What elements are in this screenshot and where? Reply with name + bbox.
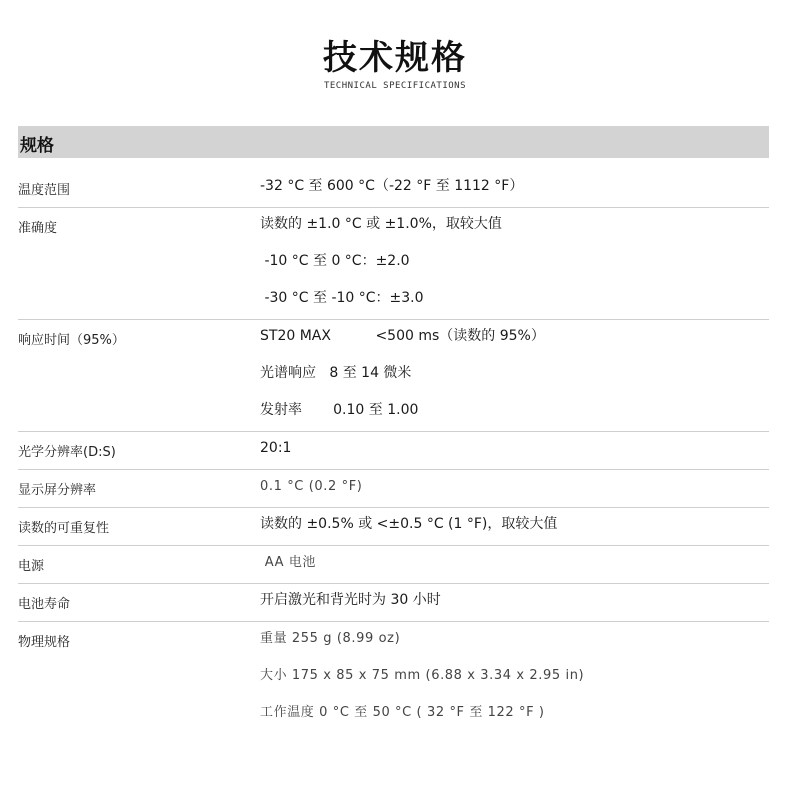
page-title: 技术规格 (323, 38, 467, 78)
spec-value: -10 °C 至 0 °C：±2.0 (260, 253, 410, 269)
spec-value: 光谱响应 8 至 14 微米 (260, 365, 412, 381)
spec-label: 电池寿命 (18, 597, 71, 612)
section-title: 规格 (20, 136, 54, 156)
spec-value: 0.1 °C (0.2 °F) (260, 479, 363, 494)
spec-row-power (18, 546, 769, 584)
spec-label: 显示屏分辨率 (18, 483, 97, 498)
spec-value: 开启激光和背光时为 30 小时 (260, 592, 441, 608)
spec-row-response-time (18, 320, 769, 432)
spec-label: 响应时间（95%） (18, 333, 125, 348)
spec-label: 读数的可重复性 (18, 521, 110, 536)
spec-value: 工作温度 0 °C 至 50 °C ( 32 °F 至 122 °F ) (260, 705, 545, 720)
spec-label: 温度范围 (18, 183, 71, 198)
page-subtitle: TECHNICAL SPECIFICATIONS (323, 81, 467, 91)
spec-value: -32 °C 至 600 °C（-22 °F 至 1112 °F） (260, 178, 524, 194)
spec-row-temperature-range (18, 170, 769, 208)
spec-value: 重量 255 g (8.99 oz) (260, 631, 401, 646)
spec-value: 20:1 (260, 440, 292, 456)
spec-label: 物理规格 (18, 635, 71, 650)
spec-row-optical-resolution (18, 432, 769, 470)
spec-value: AA 电池 (260, 555, 317, 570)
spec-row-accuracy (18, 208, 769, 320)
spec-label: 光学分辨率(D:S) (18, 445, 116, 460)
section-header (18, 126, 769, 158)
spec-row-physical (18, 622, 769, 733)
spec-row-display-resolution (18, 470, 769, 508)
spec-row-battery-life (18, 584, 769, 622)
spec-value: 大小 175 x 85 x 75 mm (6.88 x 3.34 x 2.95 in) (260, 668, 585, 683)
spec-value: 读数的 ±0.5% 或 <±0.5 °C (1 °F)，取较大值 (260, 516, 558, 532)
spec-value: -30 °C 至 -10 °C：±3.0 (260, 290, 424, 306)
spec-value: 发射率 0.10 至 1.00 (260, 402, 419, 418)
spec-row-repeatability (18, 508, 769, 546)
spec-value: 读数的 ±1.0 °C 或 ±1.0%，取较大值 (260, 216, 502, 232)
spec-table (18, 170, 769, 733)
spec-label: 电源 (18, 559, 45, 574)
spec-label: 准确度 (18, 221, 58, 236)
spec-value: ST20 MAX <500 ms（读数的 95%） (260, 328, 545, 344)
